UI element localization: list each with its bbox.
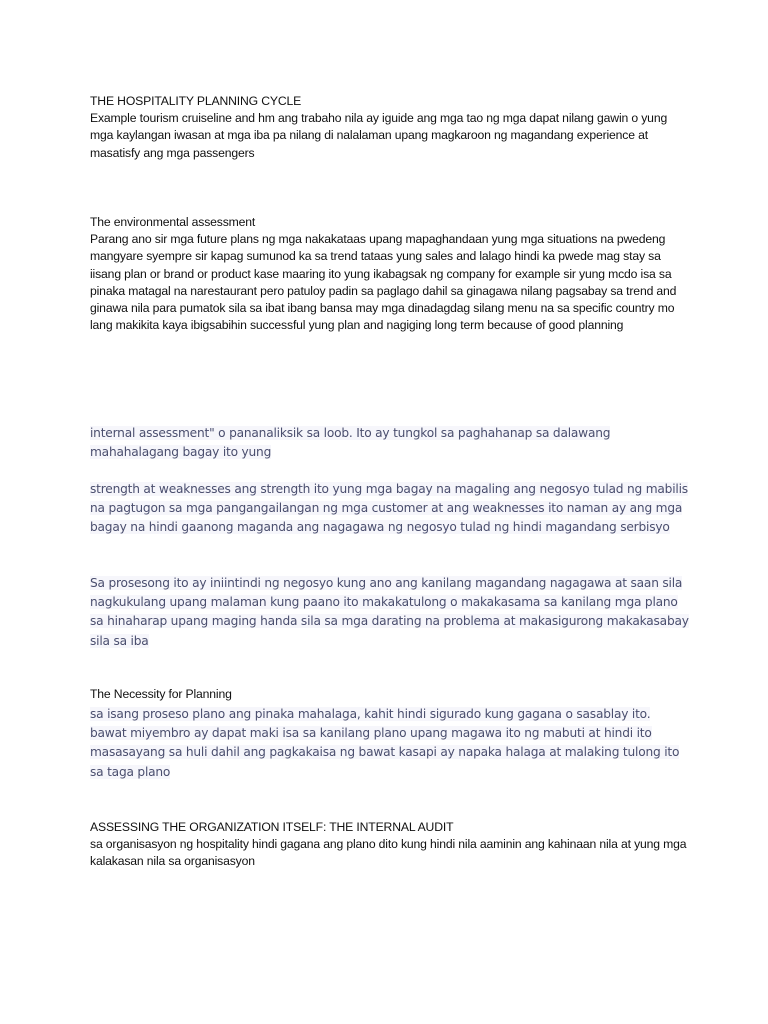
section-internal-assessment-intro bbox=[90, 424, 690, 462]
section-process bbox=[90, 574, 690, 651]
section-body: Example tourism cruiseline and hm ang trabaho nila ay iguide ang mga tao ng mga dapat nilang gawin o yung mga kaylangan iwasan at mga iba pa nilang di nalalaman upang magkaroon ng magandang experience at masatisfy ang mga passengers bbox=[90, 111, 668, 160]
section-necessity-heading bbox=[90, 686, 690, 703]
paragraph: internal assessment" o pananaliksik sa loob. Ito ay tungkol sa paghahanap sa dalawang mahahalagang bagay ito yung bbox=[90, 426, 611, 460]
section-heading: The environmental assessment bbox=[90, 215, 256, 229]
section-heading: The Necessity for Planning bbox=[90, 687, 232, 701]
section-strength-weaknesses bbox=[90, 480, 690, 538]
section-heading: THE HOSPITALITY PLANNING CYCLE bbox=[90, 94, 302, 108]
paragraph: Sa prosesong ito ay iniintindi ng negosyo kung ano ang kanilang magandang nagagawa at saan sila nagkukulang upang malaman kung paano ito makakatulong o makakasama sa kanilang mga plano sa hinaharap upang maging handa sila sa mga darating na problema at makasigurong makakasabay sila sa iba bbox=[90, 576, 689, 648]
section-body: sa isang proseso plano ang pinaka mahalaga, kahit hindi sigurado kung gagana o sasablay ito. bawat miyembro ay dapat maki isa sa kanilang plano upang magawa ito ng mabuti at hindi ito masasayang sa huli dahil ang pagkakaisa ng bawat kasapi ay napaka halaga at malaking tulong ito sa taga plano bbox=[90, 707, 680, 779]
section-body: sa organisasyon ng hospitality hindi gagana ang plano dito kung hindi nila aaminin ang kahinaan nila at yung mga kalakasan nila sa organisasyon bbox=[90, 837, 687, 869]
section-body: Parang ano sir mga future plans ng mga nakakataas upang mapaghandaan yung mga situations na pwedeng mangyare syempre sir kapag sumunod ka sa trend tataas yung sales and lalago hindi ka pwede mag stay sa iisang plan or brand or product kase maaring ito yung ikabagsak ng company for example sir yung mcdo isa sa pinaka matagal na narestaurant pero patuloy padin sa paglago dahil sa ginagawa nilang pagsabay sa trend and ginawa nila para pumatok sila sa ibat ibang bansa may mga dinadagdag silang menu na sa specific country mo lang makikita kaya ibigsabihin successful yung plan and nagiging long term because of good planning bbox=[90, 232, 677, 333]
section-planning-cycle bbox=[90, 93, 690, 162]
section-internal-audit bbox=[90, 819, 690, 871]
section-environmental-assessment bbox=[90, 214, 690, 334]
paragraph: strength at weaknesses ang strength ito yung mga bagay na magaling ang negosyo tulad ng mabilis na pagtugon sa mga pangangailangan ng mga customer at ang weaknesses ito naman ay ang mga bagay na hindi gaanong maganda ang nagagawa ng negosyo tulad ng hindi magandang serbisyo bbox=[90, 482, 688, 535]
section-necessity-body bbox=[90, 705, 690, 782]
section-heading: ASSESSING THE ORGANIZATION ITSELF: THE INTERNAL AUDIT bbox=[90, 820, 454, 834]
